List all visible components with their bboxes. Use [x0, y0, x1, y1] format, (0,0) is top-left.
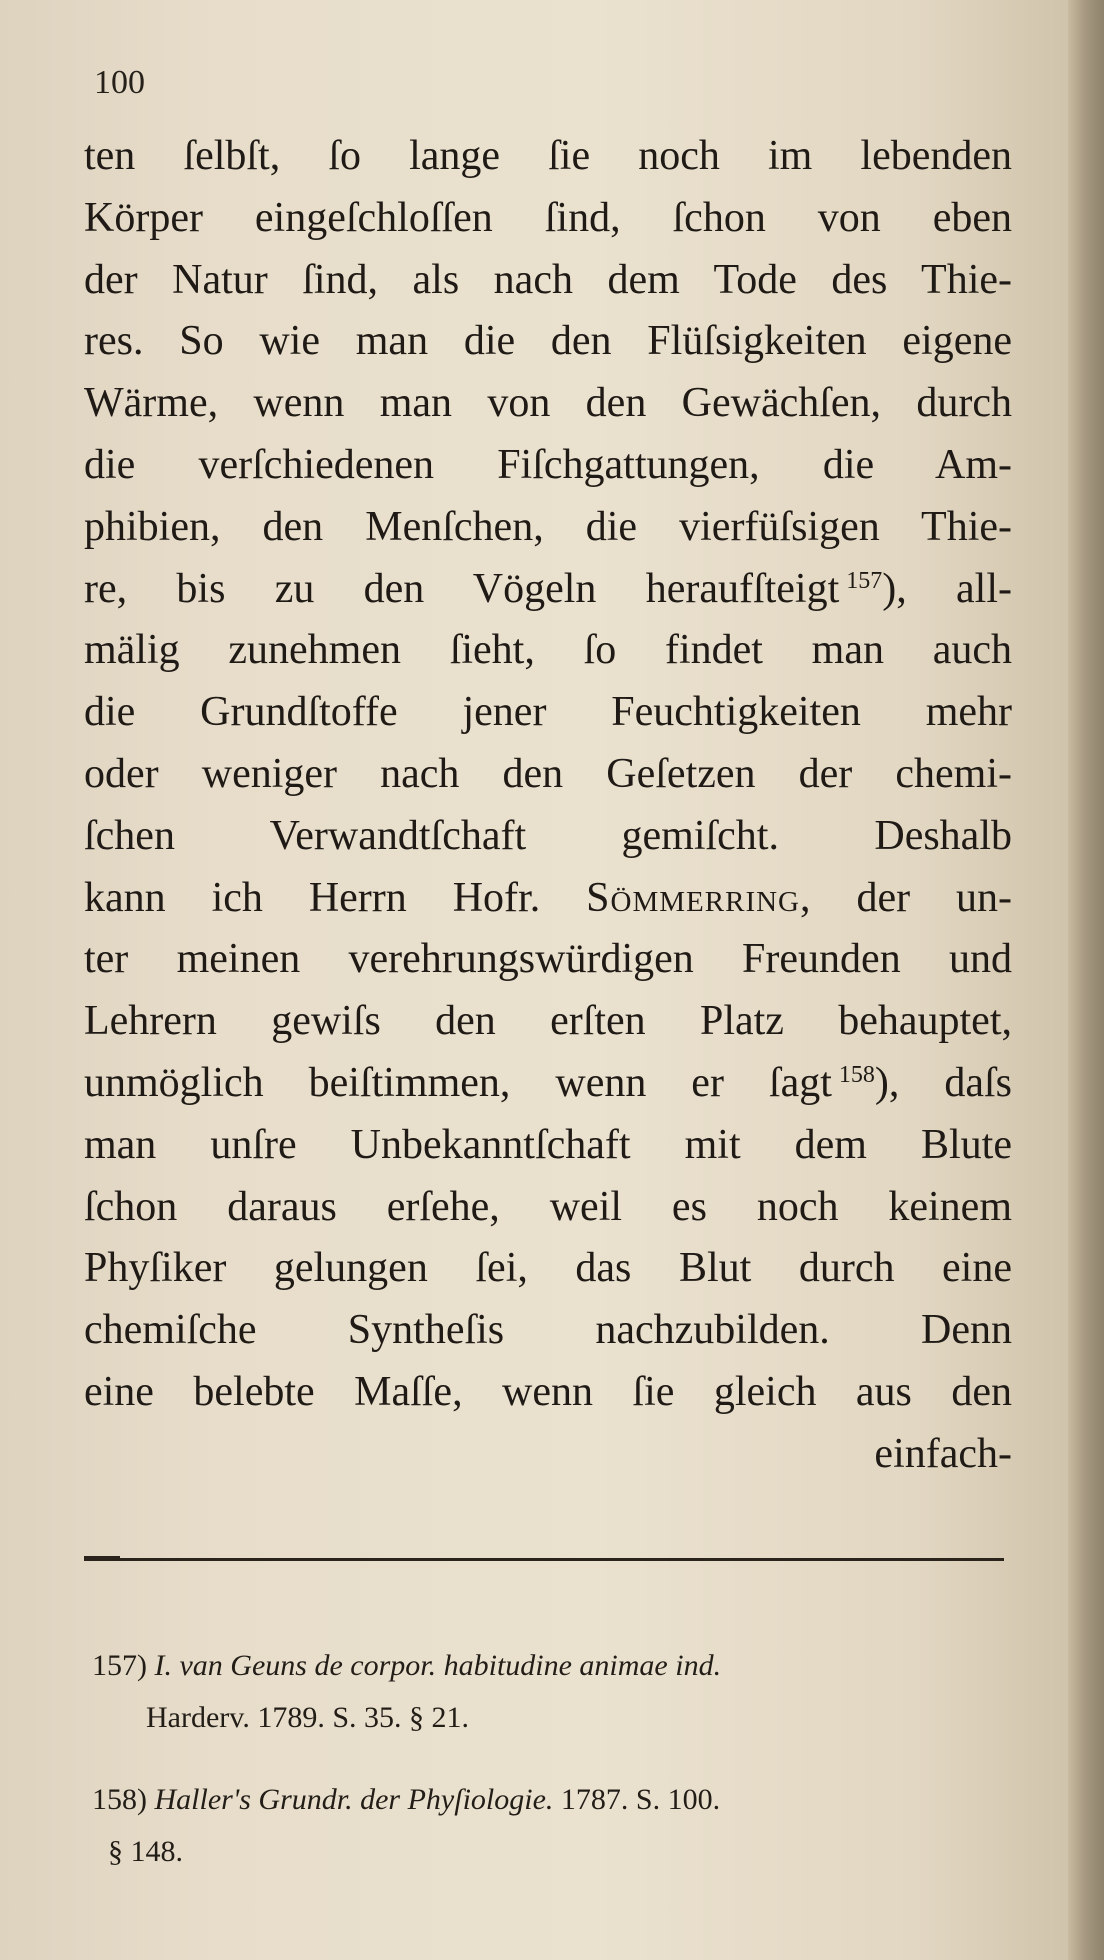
text-line: Lehrern gewiſs den erſten Platz behauptet, [84, 998, 1012, 1045]
text-line: ſchon daraus erſehe, weil es noch keinem [84, 1183, 1012, 1230]
text-segment: kann ich Herrn Hofr. [84, 874, 541, 921]
text-line [84, 1053, 1012, 1115]
text-line: der Natur ſind, als nach dem Tode des Thie- [84, 256, 1012, 303]
catchword: einfach- [874, 1430, 1012, 1477]
text-line: res. So wie man die den Flüſsigkeiten eigene [84, 318, 1012, 365]
text-line: eine belebte Maſſe, wenn ſie gleich aus den [84, 1368, 1012, 1415]
footnote-line: Harderv. 1789. S. 35. § 21. [146, 1701, 470, 1734]
text-line [84, 868, 1012, 930]
footnote-158 [92, 1774, 1012, 1878]
footnote-line: § 148. [108, 1835, 183, 1868]
footnote-rule [84, 1558, 1004, 1561]
footnote-citation: I. van Geuns de corpor. habitudine animae ind. [154, 1649, 722, 1682]
footnote-citation: Haller's Grundr. der Phyſiologie. [154, 1783, 554, 1816]
author-name: Sömmerring [586, 874, 800, 921]
page-number: 100 [94, 64, 145, 101]
text-line: man unſre Unbekanntſchaft mit dem Blute [84, 1121, 1012, 1168]
text-segment: unmöglich beiſtimmen, wenn er ſagt [84, 1059, 832, 1106]
text-line: die verſchiedenen Fiſchgattungen, die Am- [84, 441, 1012, 488]
text-line: chemiſche Syntheſis nachzubilden. Denn [84, 1307, 1012, 1354]
page-edge [1068, 0, 1104, 1960]
text-line: Körper eingeſchloſſen ſind, ſchon von eben [84, 194, 1012, 241]
footnote-line [92, 1640, 1012, 1692]
text-line: ter meinen verehrungswürdigen Freunden und [84, 936, 1012, 983]
text-segment: ), daſs [874, 1059, 1012, 1106]
text-segment: ), all- [882, 565, 1012, 612]
body-text [84, 126, 1012, 1486]
text-segment: , der un- [800, 874, 1012, 921]
footnote-reference: 157 [846, 567, 883, 594]
text-line: die Grundſtoffe jener Feuchtigkeiten mehr [84, 689, 1012, 736]
footnote-number: 158) [92, 1783, 147, 1816]
text-line: ten ſelbſt, ſo lange ſie noch im lebenden [84, 133, 1012, 179]
text-line: Phyſiker gelungen ſei, das Blut durch eine [84, 1245, 1012, 1292]
footnote-157 [92, 1640, 1012, 1744]
text-segment: re, bis zu den Vögeln heraufſteigt [84, 565, 840, 612]
text-line: oder weniger nach den Geſetzen der chemi- [84, 750, 1012, 797]
text-line: phibien, den Menſchen, die vierfüſsigen Thie- [84, 503, 1012, 550]
footnote-line [92, 1774, 1012, 1826]
text-line [84, 559, 1012, 621]
text-line: ſchen Verwandtſchaft gemiſcht. Deshalb [84, 812, 1012, 859]
footnote-number: 157) [92, 1649, 147, 1682]
text-line: mälig zunehmen ſieht, ſo findet man auch [84, 627, 1012, 674]
footnote-reference: 158 [838, 1061, 875, 1088]
footnote-details: 1787. S. 100. [560, 1783, 721, 1816]
text-line: Wärme, wenn man von den Gewächſen, durch [84, 380, 1012, 427]
